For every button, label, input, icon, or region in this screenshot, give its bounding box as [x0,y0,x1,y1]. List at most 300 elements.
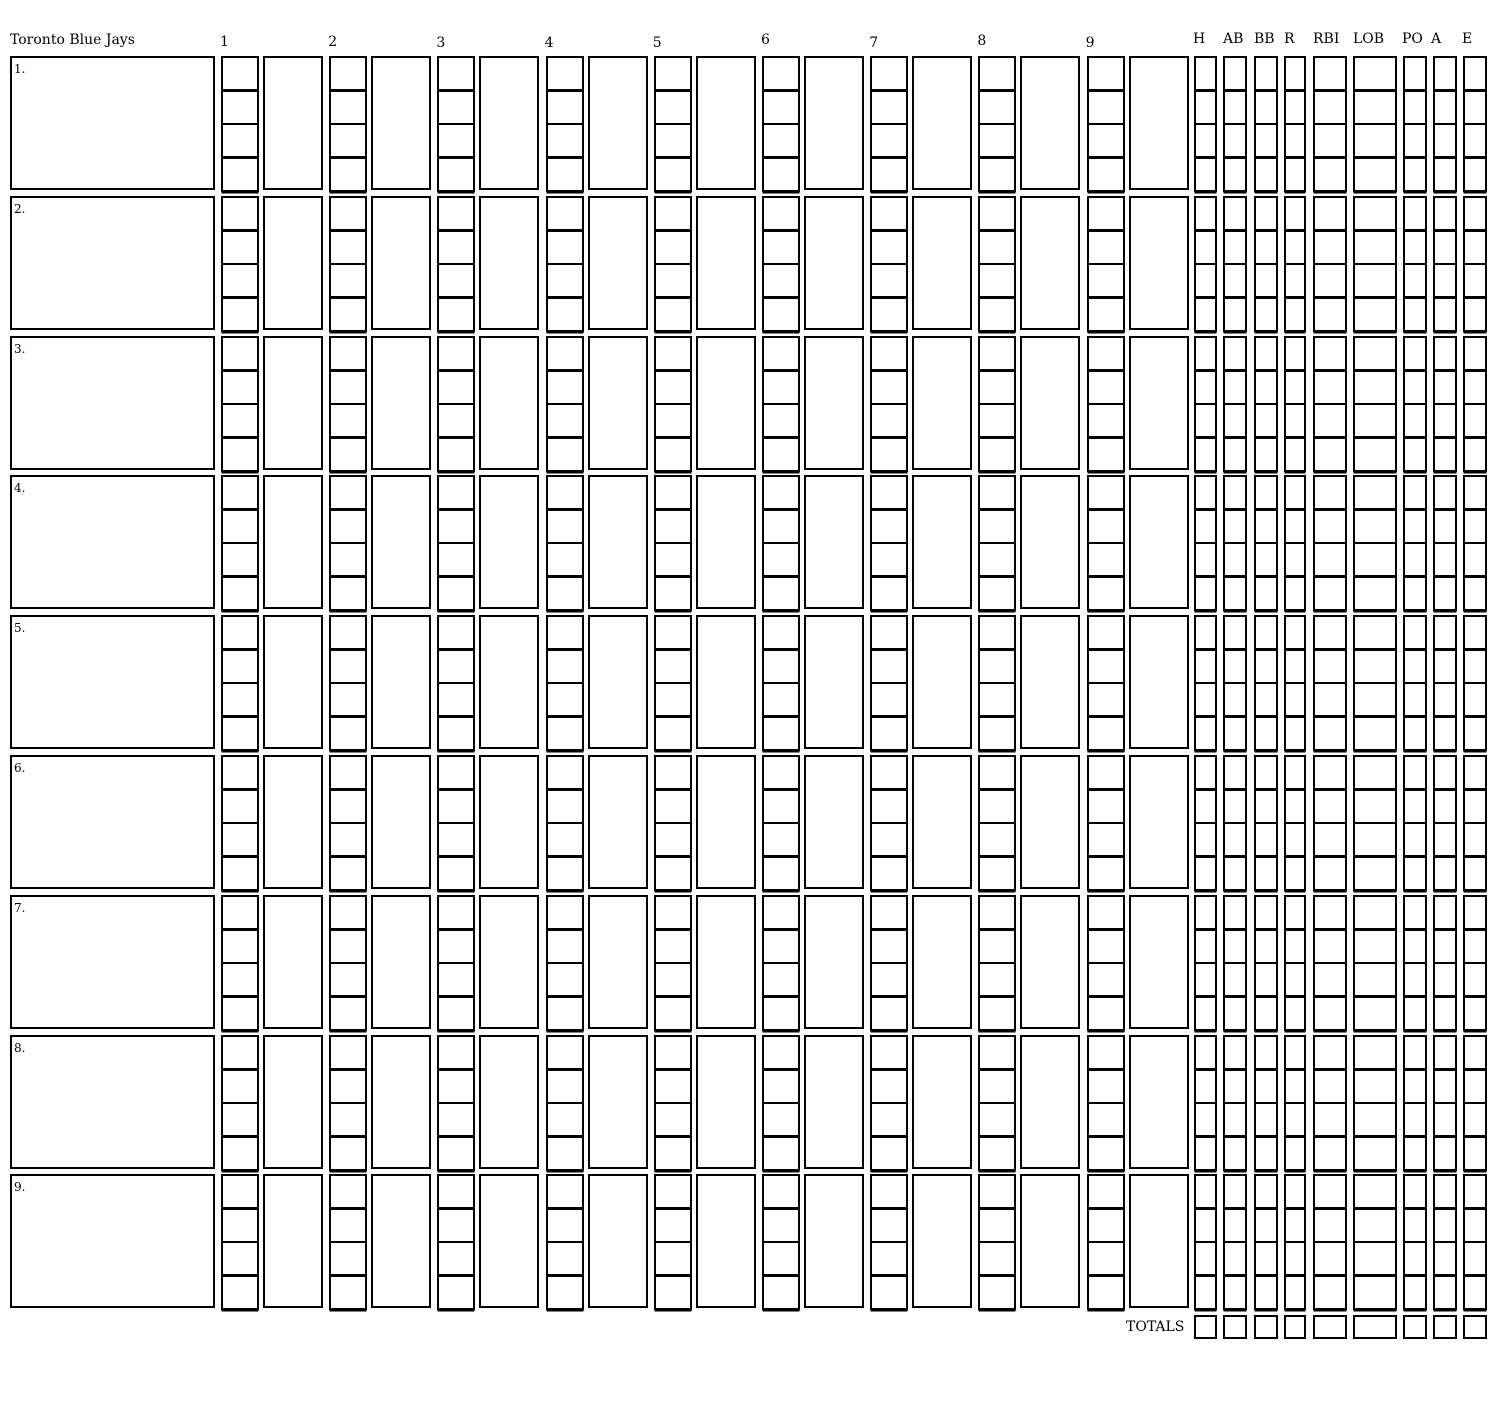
stat-cell-e[interactable] [1463,509,1487,544]
stat-cell-ab[interactable] [1223,263,1247,298]
count-box[interactable] [978,1275,1016,1310]
at-bat-box[interactable] [804,1035,864,1169]
count-box[interactable] [546,263,584,298]
count-box[interactable] [329,123,367,158]
count-box[interactable] [1087,1275,1125,1310]
count-box[interactable] [1087,1241,1125,1276]
at-bat-box[interactable] [696,196,756,330]
stat-cell-ab[interactable] [1223,230,1247,265]
count-box[interactable] [654,542,692,577]
count-box[interactable] [221,56,259,91]
stat-cell-h[interactable] [1194,263,1217,298]
stat-cell-r[interactable] [1284,263,1306,298]
stat-cell-h[interactable] [1194,962,1217,997]
count-box[interactable] [221,196,259,231]
count-box[interactable] [1087,856,1125,891]
count-box[interactable] [546,297,584,332]
stat-cell-lob[interactable] [1353,263,1397,298]
stat-cell-r[interactable] [1284,196,1306,231]
stat-cell-h[interactable] [1194,789,1217,824]
count-box[interactable] [762,1102,800,1137]
totals-cell-e[interactable] [1463,1315,1487,1339]
totals-cell-lob[interactable] [1353,1315,1397,1339]
at-bat-box[interactable] [371,895,431,1029]
stat-cell-lob[interactable] [1353,895,1397,930]
count-box[interactable] [221,475,259,510]
at-bat-box[interactable] [588,895,648,1029]
stat-cell-bb[interactable] [1254,437,1278,472]
stat-cell-po[interactable] [1403,263,1427,298]
at-bat-box[interactable] [263,755,323,889]
stat-cell-r[interactable] [1284,437,1306,472]
count-box[interactable] [978,716,1016,751]
count-box[interactable] [437,682,475,717]
count-box[interactable] [1087,1136,1125,1171]
stat-cell-h[interactable] [1194,615,1217,650]
stat-cell-a[interactable] [1433,1174,1457,1209]
count-box[interactable] [546,716,584,751]
count-box[interactable] [546,56,584,91]
count-box[interactable] [221,509,259,544]
at-bat-box[interactable] [804,196,864,330]
count-box[interactable] [221,1174,259,1209]
stat-cell-po[interactable] [1403,682,1427,717]
count-box[interactable] [654,370,692,405]
count-box[interactable] [546,1102,584,1137]
stat-cell-a[interactable] [1433,196,1457,231]
count-box[interactable] [546,90,584,125]
at-bat-box[interactable] [479,615,539,749]
at-bat-box[interactable] [588,336,648,470]
stat-cell-a[interactable] [1433,230,1457,265]
at-bat-box[interactable] [263,1035,323,1169]
stat-cell-a[interactable] [1433,297,1457,332]
stat-cell-rbi[interactable] [1313,615,1347,650]
count-box[interactable] [762,962,800,997]
count-box[interactable] [870,929,908,964]
count-box[interactable] [329,822,367,857]
batter-name-box[interactable] [10,196,215,330]
count-box[interactable] [437,230,475,265]
stat-cell-h[interactable] [1194,1208,1217,1243]
count-box[interactable] [329,962,367,997]
count-box[interactable] [654,1241,692,1276]
count-box[interactable] [1087,56,1125,91]
count-box[interactable] [762,403,800,438]
count-box[interactable] [654,895,692,930]
at-bat-box[interactable] [1020,895,1080,1029]
count-box[interactable] [1087,789,1125,824]
stat-cell-ab[interactable] [1223,1174,1247,1209]
at-bat-box[interactable] [804,1174,864,1308]
stat-cell-rbi[interactable] [1313,90,1347,125]
count-box[interactable] [870,755,908,790]
stat-cell-lob[interactable] [1353,437,1397,472]
stat-cell-e[interactable] [1463,716,1487,751]
stat-cell-e[interactable] [1463,649,1487,684]
count-box[interactable] [654,263,692,298]
count-box[interactable] [762,1275,800,1310]
count-box[interactable] [870,1069,908,1104]
stat-cell-ab[interactable] [1223,297,1247,332]
count-box[interactable] [870,716,908,751]
stat-cell-h[interactable] [1194,336,1217,371]
stat-cell-r[interactable] [1284,822,1306,857]
count-box[interactable] [978,1069,1016,1104]
stat-cell-ab[interactable] [1223,822,1247,857]
count-box[interactable] [978,895,1016,930]
count-box[interactable] [870,297,908,332]
count-box[interactable] [762,157,800,192]
count-box[interactable] [870,682,908,717]
stat-cell-rbi[interactable] [1313,822,1347,857]
count-box[interactable] [978,929,1016,964]
stat-cell-rbi[interactable] [1313,475,1347,510]
stat-cell-h[interactable] [1194,929,1217,964]
at-bat-box[interactable] [371,1035,431,1169]
at-bat-box[interactable] [371,196,431,330]
stat-cell-rbi[interactable] [1313,230,1347,265]
stat-cell-lob[interactable] [1353,370,1397,405]
stat-cell-po[interactable] [1403,755,1427,790]
stat-cell-po[interactable] [1403,962,1427,997]
at-bat-box[interactable] [263,615,323,749]
count-box[interactable] [654,716,692,751]
count-box[interactable] [978,1174,1016,1209]
stat-cell-rbi[interactable] [1313,716,1347,751]
stat-cell-lob[interactable] [1353,929,1397,964]
count-box[interactable] [654,90,692,125]
stat-cell-a[interactable] [1433,370,1457,405]
count-box[interactable] [762,682,800,717]
count-box[interactable] [546,403,584,438]
at-bat-box[interactable] [912,196,972,330]
at-bat-box[interactable] [479,336,539,470]
stat-cell-po[interactable] [1403,123,1427,158]
stat-cell-a[interactable] [1433,336,1457,371]
count-box[interactable] [221,755,259,790]
stat-cell-bb[interactable] [1254,56,1278,91]
stat-cell-r[interactable] [1284,682,1306,717]
at-bat-box[interactable] [1020,755,1080,889]
stat-cell-e[interactable] [1463,576,1487,611]
count-box[interactable] [1087,336,1125,371]
count-box[interactable] [870,649,908,684]
count-box[interactable] [870,263,908,298]
count-box[interactable] [546,1174,584,1209]
count-box[interactable] [762,856,800,891]
stat-cell-h[interactable] [1194,716,1217,751]
stat-cell-bb[interactable] [1254,755,1278,790]
count-box[interactable] [870,123,908,158]
stat-cell-po[interactable] [1403,56,1427,91]
stat-cell-bb[interactable] [1254,403,1278,438]
stat-cell-bb[interactable] [1254,157,1278,192]
count-box[interactable] [870,789,908,824]
count-box[interactable] [978,1208,1016,1243]
stat-cell-po[interactable] [1403,1241,1427,1276]
count-box[interactable] [437,437,475,472]
count-box[interactable] [329,1102,367,1137]
count-box[interactable] [762,789,800,824]
count-box[interactable] [329,263,367,298]
stat-cell-po[interactable] [1403,509,1427,544]
count-box[interactable] [437,1136,475,1171]
at-bat-box[interactable] [263,336,323,470]
count-box[interactable] [437,56,475,91]
count-box[interactable] [1087,1174,1125,1209]
stat-cell-h[interactable] [1194,123,1217,158]
count-box[interactable] [978,1102,1016,1137]
count-box[interactable] [870,509,908,544]
count-box[interactable] [221,576,259,611]
count-box[interactable] [1087,475,1125,510]
at-bat-box[interactable] [804,336,864,470]
stat-cell-a[interactable] [1433,1102,1457,1137]
count-box[interactable] [221,1035,259,1070]
at-bat-box[interactable] [1129,895,1189,1029]
totals-cell-h[interactable] [1194,1315,1217,1339]
stat-cell-lob[interactable] [1353,682,1397,717]
at-bat-box[interactable] [263,475,323,609]
stat-cell-po[interactable] [1403,196,1427,231]
count-box[interactable] [762,996,800,1031]
count-box[interactable] [870,336,908,371]
count-box[interactable] [978,962,1016,997]
count-box[interactable] [762,123,800,158]
count-box[interactable] [654,682,692,717]
count-box[interactable] [654,297,692,332]
at-bat-box[interactable] [263,895,323,1029]
stat-cell-h[interactable] [1194,1035,1217,1070]
stat-cell-po[interactable] [1403,822,1427,857]
at-bat-box[interactable] [1020,615,1080,749]
stat-cell-h[interactable] [1194,1275,1217,1310]
at-bat-box[interactable] [1129,1035,1189,1169]
stat-cell-bb[interactable] [1254,90,1278,125]
stat-cell-rbi[interactable] [1313,649,1347,684]
stat-cell-a[interactable] [1433,157,1457,192]
stat-cell-ab[interactable] [1223,789,1247,824]
count-box[interactable] [221,929,259,964]
count-box[interactable] [870,856,908,891]
count-box[interactable] [221,789,259,824]
at-bat-box[interactable] [804,475,864,609]
count-box[interactable] [221,403,259,438]
stat-cell-e[interactable] [1463,1275,1487,1310]
stat-cell-e[interactable] [1463,123,1487,158]
count-box[interactable] [546,682,584,717]
stat-cell-e[interactable] [1463,336,1487,371]
count-box[interactable] [1087,962,1125,997]
totals-cell-po[interactable] [1403,1315,1427,1339]
count-box[interactable] [329,755,367,790]
count-box[interactable] [221,90,259,125]
stat-cell-r[interactable] [1284,90,1306,125]
stat-cell-ab[interactable] [1223,1136,1247,1171]
stat-cell-rbi[interactable] [1313,996,1347,1031]
stat-cell-a[interactable] [1433,123,1457,158]
count-box[interactable] [221,1275,259,1310]
stat-cell-bb[interactable] [1254,1136,1278,1171]
count-box[interactable] [978,196,1016,231]
count-box[interactable] [546,996,584,1031]
stat-cell-bb[interactable] [1254,509,1278,544]
count-box[interactable] [870,1275,908,1310]
count-box[interactable] [654,123,692,158]
count-box[interactable] [762,822,800,857]
stat-cell-lob[interactable] [1353,157,1397,192]
count-box[interactable] [329,403,367,438]
count-box[interactable] [546,576,584,611]
stat-cell-r[interactable] [1284,1275,1306,1310]
stat-cell-lob[interactable] [1353,856,1397,891]
count-box[interactable] [654,230,692,265]
stat-cell-h[interactable] [1194,576,1217,611]
count-box[interactable] [1087,437,1125,472]
stat-cell-bb[interactable] [1254,789,1278,824]
stat-cell-rbi[interactable] [1313,1102,1347,1137]
count-box[interactable] [870,895,908,930]
stat-cell-r[interactable] [1284,157,1306,192]
count-box[interactable] [437,1069,475,1104]
count-box[interactable] [437,856,475,891]
count-box[interactable] [1087,509,1125,544]
count-box[interactable] [546,929,584,964]
count-box[interactable] [437,1208,475,1243]
count-box[interactable] [221,336,259,371]
stat-cell-e[interactable] [1463,962,1487,997]
at-bat-box[interactable] [263,56,323,190]
count-box[interactable] [546,1136,584,1171]
count-box[interactable] [978,336,1016,371]
stat-cell-bb[interactable] [1254,929,1278,964]
stat-cell-a[interactable] [1433,263,1457,298]
stat-cell-po[interactable] [1403,1208,1427,1243]
stat-cell-e[interactable] [1463,1102,1487,1137]
stat-cell-bb[interactable] [1254,996,1278,1031]
count-box[interactable] [329,542,367,577]
stat-cell-po[interactable] [1403,90,1427,125]
stat-cell-e[interactable] [1463,1241,1487,1276]
count-box[interactable] [329,1241,367,1276]
stat-cell-po[interactable] [1403,789,1427,824]
count-box[interactable] [329,336,367,371]
count-box[interactable] [1087,996,1125,1031]
count-box[interactable] [437,263,475,298]
count-box[interactable] [221,297,259,332]
count-box[interactable] [978,682,1016,717]
stat-cell-ab[interactable] [1223,370,1247,405]
count-box[interactable] [437,1035,475,1070]
stat-cell-e[interactable] [1463,403,1487,438]
count-box[interactable] [329,789,367,824]
at-bat-box[interactable] [588,615,648,749]
stat-cell-po[interactable] [1403,475,1427,510]
at-bat-box[interactable] [912,56,972,190]
count-box[interactable] [437,895,475,930]
count-box[interactable] [546,509,584,544]
count-box[interactable] [329,475,367,510]
count-box[interactable] [221,856,259,891]
stat-cell-po[interactable] [1403,437,1427,472]
count-box[interactable] [546,755,584,790]
stat-cell-h[interactable] [1194,1136,1217,1171]
stat-cell-bb[interactable] [1254,370,1278,405]
count-box[interactable] [762,1069,800,1104]
count-box[interactable] [654,1102,692,1137]
count-box[interactable] [762,509,800,544]
stat-cell-rbi[interactable] [1313,1035,1347,1070]
stat-cell-r[interactable] [1284,370,1306,405]
count-box[interactable] [870,370,908,405]
count-box[interactable] [870,403,908,438]
at-bat-box[interactable] [371,1174,431,1308]
at-bat-box[interactable] [804,56,864,190]
count-box[interactable] [1087,230,1125,265]
count-box[interactable] [546,196,584,231]
stat-cell-bb[interactable] [1254,123,1278,158]
count-box[interactable] [978,263,1016,298]
count-box[interactable] [437,649,475,684]
stat-cell-rbi[interactable] [1313,1174,1347,1209]
count-box[interactable] [1087,196,1125,231]
count-box[interactable] [870,196,908,231]
stat-cell-po[interactable] [1403,1136,1427,1171]
count-box[interactable] [221,230,259,265]
at-bat-box[interactable] [696,615,756,749]
stat-cell-r[interactable] [1284,509,1306,544]
stat-cell-a[interactable] [1433,962,1457,997]
count-box[interactable] [437,123,475,158]
stat-cell-r[interactable] [1284,1035,1306,1070]
at-bat-box[interactable] [1129,196,1189,330]
count-box[interactable] [437,509,475,544]
stat-cell-bb[interactable] [1254,962,1278,997]
stat-cell-ab[interactable] [1223,403,1247,438]
stat-cell-h[interactable] [1194,1174,1217,1209]
count-box[interactable] [546,856,584,891]
stat-cell-e[interactable] [1463,822,1487,857]
stat-cell-r[interactable] [1284,755,1306,790]
count-box[interactable] [1087,682,1125,717]
stat-cell-po[interactable] [1403,1069,1427,1104]
count-box[interactable] [870,1208,908,1243]
count-box[interactable] [329,1275,367,1310]
count-box[interactable] [1087,403,1125,438]
at-bat-box[interactable] [479,1174,539,1308]
at-bat-box[interactable] [479,1035,539,1169]
at-bat-box[interactable] [588,1035,648,1169]
stat-cell-a[interactable] [1433,1069,1457,1104]
count-box[interactable] [437,336,475,371]
count-box[interactable] [978,230,1016,265]
stat-cell-lob[interactable] [1353,789,1397,824]
count-box[interactable] [762,475,800,510]
stat-cell-rbi[interactable] [1313,789,1347,824]
stat-cell-po[interactable] [1403,615,1427,650]
stat-cell-lob[interactable] [1353,230,1397,265]
stat-cell-bb[interactable] [1254,615,1278,650]
stat-cell-h[interactable] [1194,196,1217,231]
stat-cell-e[interactable] [1463,263,1487,298]
count-box[interactable] [978,370,1016,405]
stat-cell-po[interactable] [1403,1275,1427,1310]
stat-cell-lob[interactable] [1353,1275,1397,1310]
stat-cell-r[interactable] [1284,1241,1306,1276]
stat-cell-a[interactable] [1433,56,1457,91]
stat-cell-a[interactable] [1433,1136,1457,1171]
